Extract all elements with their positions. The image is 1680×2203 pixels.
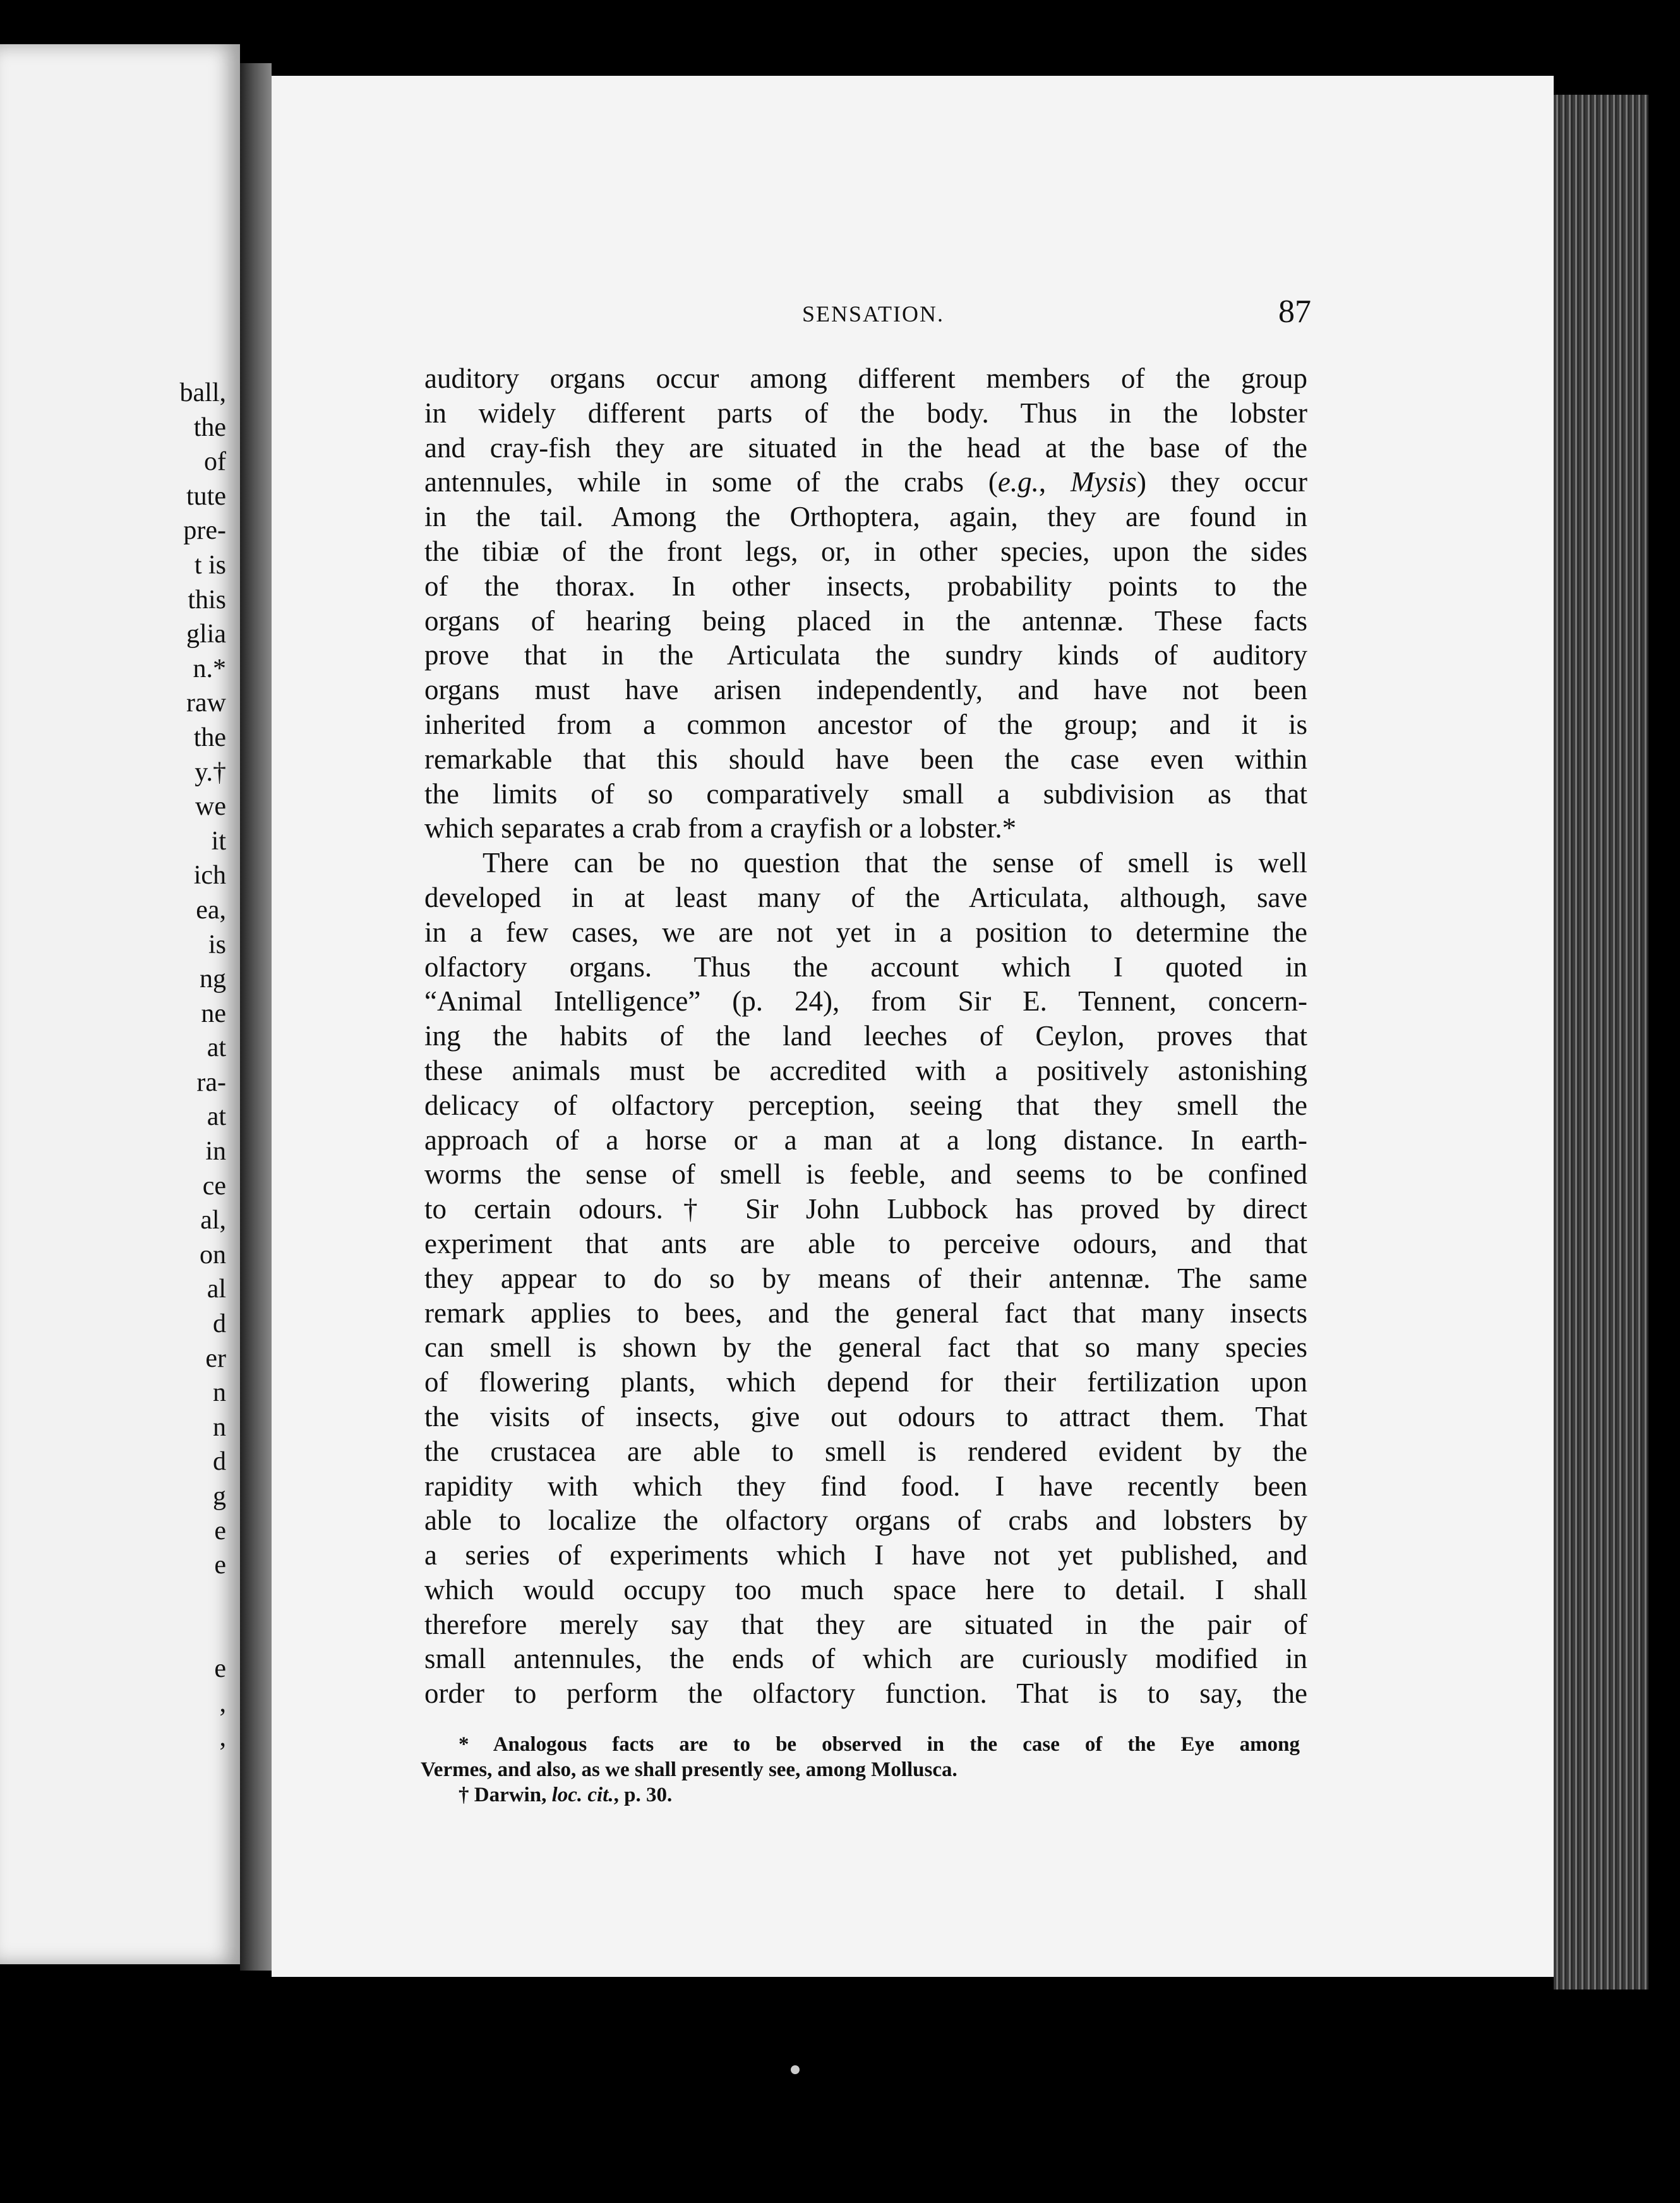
- body-line: antennules, while in some of the crabs (e.g., Mysis) they occur: [424, 466, 1307, 498]
- left-page-fragment: ea,: [196, 895, 226, 925]
- left-page-fragment: d: [213, 1447, 226, 1477]
- footnotes: [421, 1732, 1300, 1808]
- left-page-fragment: ce: [202, 1171, 226, 1201]
- body-line: remarkable that this should have been the case even within: [424, 743, 1307, 775]
- body-line: approach of a horse or a man at a long distance. In earth-: [424, 1124, 1307, 1156]
- left-page-fragment: y.†: [195, 757, 226, 787]
- left-page-fragment: pre-: [183, 516, 226, 546]
- left-page: [0, 44, 240, 1964]
- running-head: SENSATION.: [802, 301, 945, 327]
- left-page-fragment: glia: [186, 620, 226, 649]
- footnote-line: † Darwin, loc. cit., p. 30.: [459, 1784, 673, 1806]
- body-line: delicacy of olfactory perception, seeing that they smell the: [424, 1089, 1307, 1121]
- body-text: [424, 361, 1307, 1711]
- left-page-fragment: ,: [219, 1688, 226, 1718]
- body-line: auditory organs occur among different members of the group: [424, 363, 1307, 394]
- body-line: in the tail. Among the Orthoptera, again, they are found in: [424, 501, 1307, 533]
- body-line: in a few cases, we are not yet in a position to determine the: [424, 916, 1307, 948]
- body-line: which would occupy too much space here to detail. I shall: [424, 1573, 1307, 1606]
- body-line: they appear to do so by means of their antennæ. The same: [424, 1262, 1307, 1294]
- body-line: a series of experiments which I have not yet published, and: [424, 1539, 1307, 1571]
- body-line: the visits of insects, give out odours to attract them. That: [424, 1400, 1307, 1432]
- body-line: rapidity with which they find food. I have recently been: [424, 1470, 1307, 1502]
- body-line: ing the habits of the land leeches of Ceylon, proves that: [424, 1020, 1307, 1052]
- left-page-fragment: tute: [186, 481, 226, 511]
- body-line: order to perform the olfactory function. That is to say, the: [424, 1678, 1307, 1710]
- left-page-fragment: ra-: [196, 1067, 226, 1097]
- body-line: of flowering plants, which depend for their fertilization upon: [424, 1366, 1307, 1398]
- body-line: the crustacea are able to smell is rendered evident by the: [424, 1435, 1307, 1467]
- left-page-fragment: t is: [194, 550, 226, 580]
- body-line: these animals must be accredited with a positively astonishing: [424, 1054, 1307, 1086]
- page-edges: [1554, 95, 1648, 1990]
- left-page-fragment: ich: [193, 861, 226, 891]
- body-line: can smell is shown by the general fact that so many species: [424, 1331, 1307, 1364]
- body-line: remark applies to bees, and the general fact that many insects: [424, 1297, 1307, 1329]
- body-line: inherited from a common ancestor of the group; and it is: [424, 708, 1307, 740]
- left-page-fragment: er: [205, 1343, 226, 1373]
- page-number: 87: [1278, 294, 1311, 330]
- body-line: in widely different parts of the body. Thus in the lobster: [424, 397, 1307, 429]
- body-line: developed in at least many of the Articulata, although, save: [424, 881, 1307, 913]
- left-page-fragment: [180, 1617, 226, 1652]
- left-page-fragment: of: [204, 447, 226, 477]
- left-page-fragment: g: [213, 1482, 226, 1511]
- body-line: organs of hearing being placed in the antennæ. These facts: [424, 604, 1307, 637]
- footnote-line: * Analogous facts are to be observed in the case of the Eye among: [459, 1733, 1300, 1756]
- footnote-line: Vermes, and also, as we shall presently see, among Mollusca.: [421, 1758, 957, 1781]
- body-line: “Animal Intelligence” (p. 24), from Sir E. Tennent, concern-: [424, 985, 1307, 1017]
- left-page-fragment: [180, 1583, 226, 1618]
- left-page-fragment: al: [207, 1275, 226, 1304]
- body-line: which separates a crab from a crayfish or a lobster.*: [424, 812, 1017, 844]
- body-line: and cray-fish they are situated in the head at the base of the: [424, 431, 1307, 464]
- left-page-fragment: at: [207, 1102, 226, 1132]
- book-gutter: [240, 63, 272, 1971]
- body-line: prove that in the Articulata the sundry kinds of auditory: [424, 639, 1307, 671]
- body-line: able to localize the olfactory organs of crabs and lobsters by: [424, 1504, 1307, 1537]
- left-page-fragment: e: [214, 1516, 226, 1546]
- page-speck: [791, 2065, 800, 2074]
- body-line: the tibiæ of the front legs, or, in other species, upon the sides: [424, 535, 1307, 567]
- left-page-fragment: we: [195, 792, 226, 822]
- body-line: There can be no question that the sense of smell is well: [483, 847, 1307, 879]
- left-page-fragment: n: [213, 1378, 226, 1408]
- body-line: of the thorax. In other insects, probability points to the: [424, 570, 1307, 602]
- left-page-fragment: ball,: [179, 378, 226, 407]
- body-line: small antennules, the ends of which are curiously modified in: [424, 1643, 1307, 1675]
- left-page-fragment: raw: [186, 688, 226, 718]
- left-page-fragment: e: [214, 1551, 226, 1580]
- left-page-fragment: the: [193, 723, 226, 752]
- left-page-fragment: on: [200, 1240, 226, 1270]
- left-page-fragment: d: [213, 1309, 226, 1339]
- left-page-fragment: e: [214, 1654, 226, 1683]
- left-page-fragment: the: [193, 412, 226, 442]
- left-page-fragment: ne: [201, 999, 226, 1028]
- left-page-text-fragments: [180, 376, 226, 1755]
- left-page-fragment: n: [213, 1412, 226, 1442]
- left-page-fragment: it: [211, 826, 226, 856]
- body-line: organs must have arisen independently, and have not been: [424, 674, 1307, 706]
- left-page-fragment: at: [207, 1033, 226, 1063]
- left-page-fragment: al,: [200, 1206, 226, 1235]
- body-line: therefore merely say that they are situated in the pair of: [424, 1608, 1307, 1640]
- body-line: to certain odours.† Sir John Lubbock has proved by direct: [424, 1193, 1307, 1225]
- body-line: olfactory organs. Thus the account which I quoted in: [424, 951, 1307, 983]
- body-line: worms the sense of smell is feeble, and seems to be confined: [424, 1158, 1307, 1191]
- left-page-fragment: in: [205, 1137, 226, 1167]
- body-line: experiment that ants are able to perceive odours, and that: [424, 1227, 1307, 1259]
- left-page-fragment: n.*: [193, 654, 226, 683]
- left-page-fragment: is: [208, 930, 226, 959]
- left-page-fragment: ,: [219, 1723, 226, 1753]
- body-line: the limits of so comparatively small a subdivision as that: [424, 777, 1307, 810]
- left-page-fragment: ng: [200, 964, 226, 994]
- left-page-fragment: this: [188, 585, 226, 615]
